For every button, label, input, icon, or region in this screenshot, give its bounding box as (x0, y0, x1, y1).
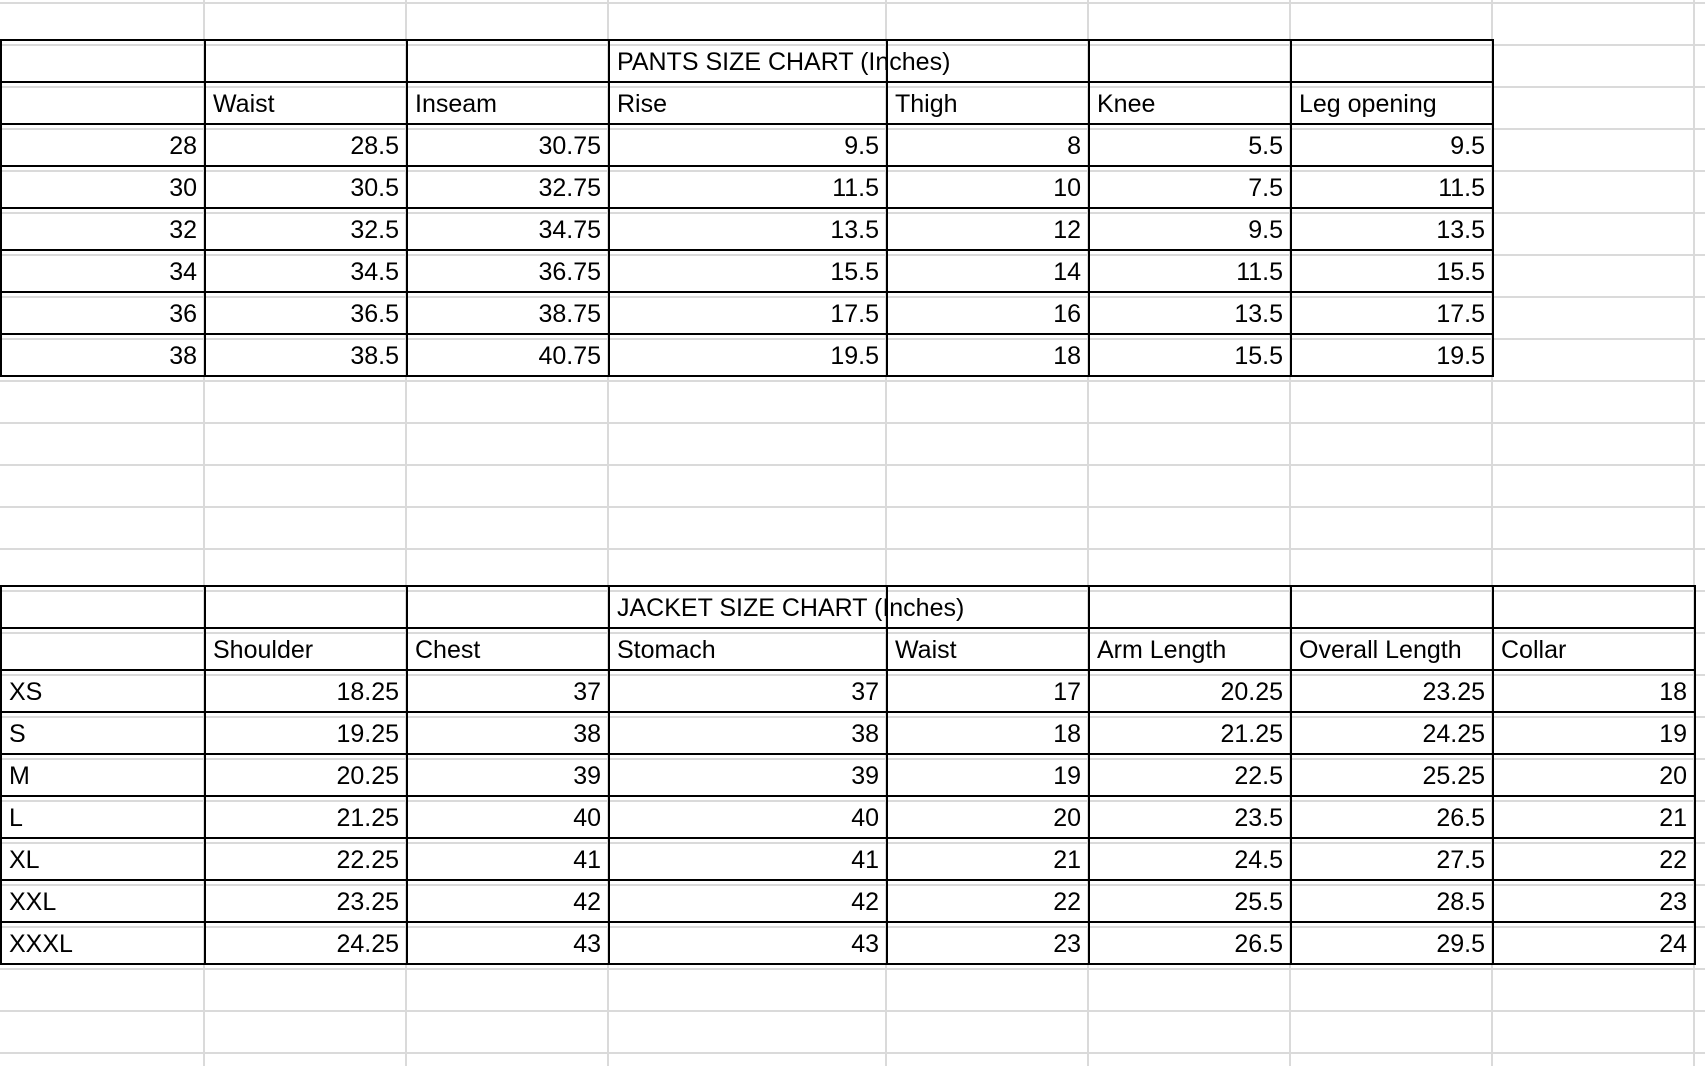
measurement-cell[interactable]: 39 (610, 755, 888, 797)
cell[interactable] (1292, 41, 1494, 83)
cell[interactable] (1292, 587, 1494, 629)
measurement-cell[interactable]: 36.5 (206, 293, 408, 335)
measurement-cell[interactable]: 20 (1494, 755, 1696, 797)
measurement-cell[interactable]: 16 (888, 293, 1090, 335)
measurement-cell[interactable]: 18 (1494, 671, 1696, 713)
pants-title[interactable]: PANTS SIZE CHART (Inches) (610, 41, 888, 83)
cell[interactable] (408, 41, 610, 83)
measurement-cell[interactable]: 15.5 (610, 251, 888, 293)
pants-size-table (0, 39, 1494, 377)
measurement-cell[interactable]: 9.5 (610, 125, 888, 167)
size-label-cell[interactable]: M (2, 755, 206, 797)
column-header[interactable]: Shoulder (206, 629, 408, 671)
measurement-cell[interactable]: 32.75 (408, 167, 610, 209)
measurement-cell[interactable]: 11.5 (610, 167, 888, 209)
measurement-cell[interactable]: 23.25 (206, 881, 408, 923)
measurement-cell[interactable]: 20.25 (206, 755, 408, 797)
measurement-cell[interactable]: 38 (610, 713, 888, 755)
measurement-cell[interactable]: 15.5 (1090, 335, 1292, 377)
measurement-cell[interactable]: 25.25 (1292, 755, 1494, 797)
column-header[interactable]: Thigh (888, 83, 1090, 125)
cell[interactable] (2, 587, 206, 629)
cell[interactable] (206, 41, 408, 83)
measurement-cell[interactable]: 23 (1494, 881, 1696, 923)
measurement-cell[interactable]: 19 (1494, 713, 1696, 755)
size-label-cell[interactable]: 36 (2, 293, 206, 335)
measurement-cell[interactable]: 40.75 (408, 335, 610, 377)
measurement-cell[interactable]: 22 (1494, 839, 1696, 881)
measurement-cell[interactable]: 23.5 (1090, 797, 1292, 839)
measurement-cell[interactable]: 13.5 (1292, 209, 1494, 251)
measurement-cell[interactable]: 28.5 (206, 125, 408, 167)
size-label-cell[interactable]: 38 (2, 335, 206, 377)
measurement-cell[interactable]: 9.5 (1292, 125, 1494, 167)
measurement-cell[interactable]: 34.75 (408, 209, 610, 251)
measurement-cell[interactable]: 38 (408, 713, 610, 755)
column-header[interactable]: Knee (1090, 83, 1292, 125)
size-label-cell[interactable]: S (2, 713, 206, 755)
column-header[interactable]: Arm Length (1090, 629, 1292, 671)
measurement-cell[interactable]: 24.25 (1292, 713, 1494, 755)
measurement-cell[interactable]: 41 (408, 839, 610, 881)
size-label-cell[interactable]: XS (2, 671, 206, 713)
measurement-cell[interactable]: 29.5 (1292, 923, 1494, 965)
jacket-title[interactable]: JACKET SIZE CHART (Inches) (610, 587, 888, 629)
measurement-cell[interactable]: 43 (610, 923, 888, 965)
cell[interactable] (1494, 587, 1696, 629)
column-header[interactable]: Chest (408, 629, 610, 671)
column-header[interactable] (2, 629, 206, 671)
measurement-cell[interactable]: 36.75 (408, 251, 610, 293)
measurement-cell[interactable]: 24.25 (206, 923, 408, 965)
measurement-cell[interactable]: 38.75 (408, 293, 610, 335)
measurement-cell[interactable]: 34.5 (206, 251, 408, 293)
measurement-cell[interactable]: 38.5 (206, 335, 408, 377)
measurement-cell[interactable]: 22 (888, 881, 1090, 923)
measurement-cell[interactable]: 12 (888, 209, 1090, 251)
measurement-cell[interactable]: 18 (888, 713, 1090, 755)
size-label-cell[interactable]: 32 (2, 209, 206, 251)
measurement-cell[interactable]: 18.25 (206, 671, 408, 713)
measurement-cell[interactable]: 18 (888, 335, 1090, 377)
column-header[interactable]: Leg opening (1292, 83, 1494, 125)
measurement-cell[interactable]: 26.5 (1090, 923, 1292, 965)
measurement-cell[interactable]: 24 (1494, 923, 1696, 965)
column-header[interactable]: Inseam (408, 83, 610, 125)
size-label-cell[interactable]: L (2, 797, 206, 839)
column-header[interactable]: Collar (1494, 629, 1696, 671)
measurement-cell[interactable]: 5.5 (1090, 125, 1292, 167)
measurement-cell[interactable]: 39 (408, 755, 610, 797)
measurement-cell[interactable]: 21.25 (206, 797, 408, 839)
cell[interactable] (888, 41, 1090, 83)
measurement-cell[interactable]: 23.25 (1292, 671, 1494, 713)
measurement-cell[interactable]: 17.5 (610, 293, 888, 335)
size-label-cell[interactable]: 28 (2, 125, 206, 167)
cell[interactable] (1090, 41, 1292, 83)
measurement-cell[interactable]: 20 (888, 797, 1090, 839)
measurement-cell[interactable]: 32.5 (206, 209, 408, 251)
measurement-cell[interactable]: 19.25 (206, 713, 408, 755)
column-header[interactable]: Waist (206, 83, 408, 125)
column-header[interactable]: Waist (888, 629, 1090, 671)
measurement-cell[interactable]: 11.5 (1292, 167, 1494, 209)
measurement-cell[interactable]: 28.5 (1292, 881, 1494, 923)
cell[interactable] (2, 41, 206, 83)
measurement-cell[interactable]: 40 (408, 797, 610, 839)
measurement-cell[interactable]: 17 (888, 671, 1090, 713)
measurement-cell[interactable]: 41 (610, 839, 888, 881)
cell[interactable] (1090, 587, 1292, 629)
size-label-cell[interactable]: XL (2, 839, 206, 881)
measurement-cell[interactable]: 43 (408, 923, 610, 965)
measurement-cell[interactable]: 19.5 (610, 335, 888, 377)
column-header[interactable]: Overall Length (1292, 629, 1494, 671)
measurement-cell[interactable]: 42 (408, 881, 610, 923)
measurement-cell[interactable]: 21.25 (1090, 713, 1292, 755)
measurement-cell[interactable]: 19 (888, 755, 1090, 797)
jacket-size-table (0, 585, 1696, 965)
measurement-cell[interactable]: 21 (1494, 797, 1696, 839)
size-label-cell[interactable]: XXL (2, 881, 206, 923)
measurement-cell[interactable]: 13.5 (610, 209, 888, 251)
measurement-cell[interactable]: 25.5 (1090, 881, 1292, 923)
measurement-cell[interactable]: 37 (408, 671, 610, 713)
measurement-cell[interactable]: 40 (610, 797, 888, 839)
size-label-cell[interactable]: XXXL (2, 923, 206, 965)
column-header[interactable]: Stomach (610, 629, 888, 671)
cell[interactable] (888, 587, 1090, 629)
measurement-cell[interactable]: 9.5 (1090, 209, 1292, 251)
measurement-cell[interactable]: 20.25 (1090, 671, 1292, 713)
measurement-cell[interactable]: 21 (888, 839, 1090, 881)
measurement-cell[interactable]: 22.25 (206, 839, 408, 881)
measurement-cell[interactable]: 26.5 (1292, 797, 1494, 839)
column-header[interactable] (2, 83, 206, 125)
measurement-cell[interactable]: 19.5 (1292, 335, 1494, 377)
measurement-cell[interactable]: 27.5 (1292, 839, 1494, 881)
measurement-cell[interactable]: 13.5 (1090, 293, 1292, 335)
column-header[interactable]: Rise (610, 83, 888, 125)
measurement-cell[interactable]: 15.5 (1292, 251, 1494, 293)
measurement-cell[interactable]: 30.5 (206, 167, 408, 209)
measurement-cell[interactable]: 7.5 (1090, 167, 1292, 209)
size-label-cell[interactable]: 34 (2, 251, 206, 293)
measurement-cell[interactable]: 14 (888, 251, 1090, 293)
measurement-cell[interactable]: 11.5 (1090, 251, 1292, 293)
measurement-cell[interactable]: 23 (888, 923, 1090, 965)
measurement-cell[interactable]: 42 (610, 881, 888, 923)
cell[interactable] (206, 587, 408, 629)
measurement-cell[interactable]: 17.5 (1292, 293, 1494, 335)
measurement-cell[interactable]: 22.5 (1090, 755, 1292, 797)
measurement-cell[interactable]: 24.5 (1090, 839, 1292, 881)
size-label-cell[interactable]: 30 (2, 167, 206, 209)
measurement-cell[interactable]: 10 (888, 167, 1090, 209)
measurement-cell[interactable]: 8 (888, 125, 1090, 167)
cell[interactable] (408, 587, 610, 629)
measurement-cell[interactable]: 37 (610, 671, 888, 713)
measurement-cell[interactable]: 30.75 (408, 125, 610, 167)
